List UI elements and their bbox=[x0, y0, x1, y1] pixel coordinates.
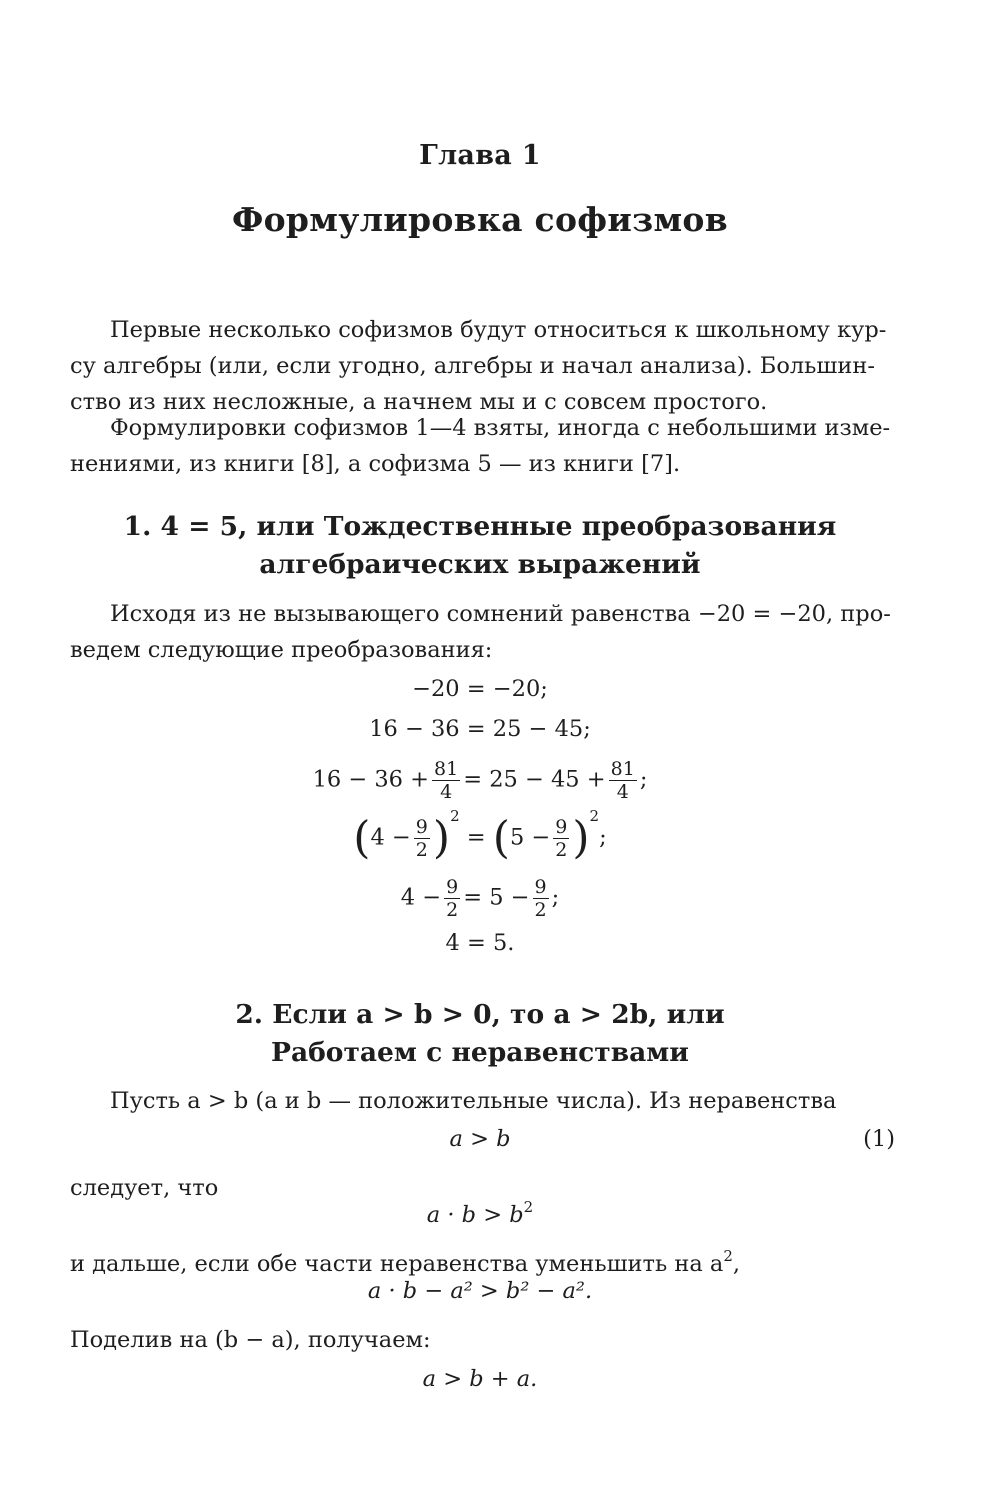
fraction bbox=[533, 876, 549, 921]
fraction bbox=[444, 876, 460, 921]
fraction bbox=[553, 816, 569, 861]
fraction-denominator: 2 bbox=[534, 899, 547, 921]
eq4-end: ; bbox=[599, 824, 607, 851]
fraction-numerator: 9 bbox=[415, 816, 428, 838]
equation-10 bbox=[0, 1366, 960, 1392]
text-line: Поделив на (b − a), получаем: bbox=[70, 1327, 431, 1353]
text-3-end: , bbox=[732, 1251, 741, 1277]
exponent: 2 bbox=[589, 806, 600, 825]
section-1-title bbox=[0, 508, 960, 584]
eq3-left: 16 − 36 + bbox=[312, 766, 430, 793]
equation-6: 4 = 5. bbox=[445, 930, 515, 956]
fraction-numerator: 81 bbox=[434, 758, 459, 780]
section-2-text-3 bbox=[70, 1238, 895, 1282]
section-2-title bbox=[0, 996, 960, 1072]
text-line: нениями, из книги [8], а софизма 5 — из книги [7]. bbox=[70, 451, 681, 477]
fraction-denominator: 2 bbox=[415, 839, 428, 861]
fraction-numerator: 9 bbox=[555, 816, 568, 838]
left-paren: ( bbox=[353, 812, 371, 864]
eq4-b: 5 − bbox=[509, 824, 551, 851]
text-3-main: и дальше, если обе части неравенства уменьшить на a bbox=[70, 1251, 724, 1277]
eq4-a: 4 − bbox=[370, 824, 411, 851]
text-line: Первые несколько софизмов будут относиться к школьному кур- bbox=[110, 317, 887, 343]
fraction bbox=[414, 816, 430, 861]
text-line: су алгебры (или, если угодно, алгебры и начал анализа). Большин- bbox=[70, 353, 875, 379]
section-title-line: Работаем с неравенствами bbox=[271, 1037, 689, 1068]
text-line: следует, что bbox=[70, 1175, 219, 1201]
fraction-denominator: 2 bbox=[446, 899, 459, 921]
equation-4 bbox=[0, 806, 960, 864]
equation-5 bbox=[0, 876, 960, 921]
right-paren: ) bbox=[432, 812, 451, 864]
fraction-numerator: 81 bbox=[610, 758, 635, 780]
text-line: ство из них несложные, а начнем мы и с совсем простого. bbox=[70, 389, 768, 415]
eq-a-gt-b-plus-a: a > b + a. bbox=[422, 1366, 538, 1392]
eq4-equals: = bbox=[466, 824, 486, 851]
eq-a-gt-b: a > b bbox=[449, 1126, 511, 1152]
fraction-denominator: 4 bbox=[616, 781, 629, 803]
intro-paragraph-1 bbox=[70, 312, 895, 420]
section-title-line: 2. Если a > b > 0, то a > 2b, или bbox=[235, 999, 725, 1030]
fraction-denominator: 4 bbox=[440, 781, 453, 803]
chapter-label: Глава 1 bbox=[419, 140, 541, 171]
left-paren: ( bbox=[492, 812, 510, 864]
section-1-text bbox=[70, 596, 895, 668]
fraction-denominator: 2 bbox=[555, 839, 568, 861]
eq-ab-gt-b2: a · b > b bbox=[426, 1202, 524, 1228]
eq5-mid: = 5 − bbox=[463, 884, 530, 911]
equation-3 bbox=[0, 758, 960, 803]
text-line: ведем следующие преобразования: bbox=[70, 637, 493, 663]
section-title-line: 1. 4 = 5, или Тождественные преобразования bbox=[123, 511, 837, 542]
eq-ab-minus-a2: a · b − a² > b² − a². bbox=[367, 1278, 593, 1304]
equation-8 bbox=[0, 1198, 960, 1228]
eq3-end: ; bbox=[639, 766, 648, 793]
section-title-line: алгебраических выражений bbox=[259, 549, 701, 580]
intro-paragraph-2 bbox=[70, 410, 895, 482]
equation-number: (1) bbox=[863, 1126, 895, 1152]
text-line: Формулировки софизмов 1—4 взяты, иногда с небольшими изме- bbox=[110, 415, 891, 441]
eq5-end: ; bbox=[551, 884, 560, 911]
right-paren: ) bbox=[572, 812, 590, 864]
eq3-mid: = 25 − 45 + bbox=[463, 766, 606, 793]
equation-9 bbox=[0, 1278, 960, 1304]
section-2-text-1 bbox=[70, 1083, 895, 1119]
fraction-numerator: 9 bbox=[446, 876, 459, 898]
exponent: 2 bbox=[723, 1247, 733, 1265]
text-line: Исходя из не вызывающего сомнений равенства −20 = −20, про- bbox=[110, 601, 891, 627]
equation-1: −20 = −20; bbox=[412, 676, 548, 702]
equation-7 bbox=[0, 1126, 960, 1152]
fraction bbox=[432, 758, 460, 803]
text-line bbox=[70, 1238, 895, 1282]
fraction-numerator: 9 bbox=[534, 876, 547, 898]
text-line: Пусть a > b (a и b — положительные числа). Из неравенства bbox=[110, 1088, 837, 1114]
exponent: 2 bbox=[450, 806, 460, 825]
eq5-a: 4 − bbox=[400, 884, 442, 911]
chapter-title: Формулировка софизмов bbox=[232, 200, 728, 239]
exponent: 2 bbox=[523, 1198, 534, 1216]
fraction bbox=[609, 758, 637, 803]
section-2-text-4 bbox=[70, 1322, 895, 1358]
equation-2: 16 − 36 = 25 − 45; bbox=[369, 716, 591, 742]
